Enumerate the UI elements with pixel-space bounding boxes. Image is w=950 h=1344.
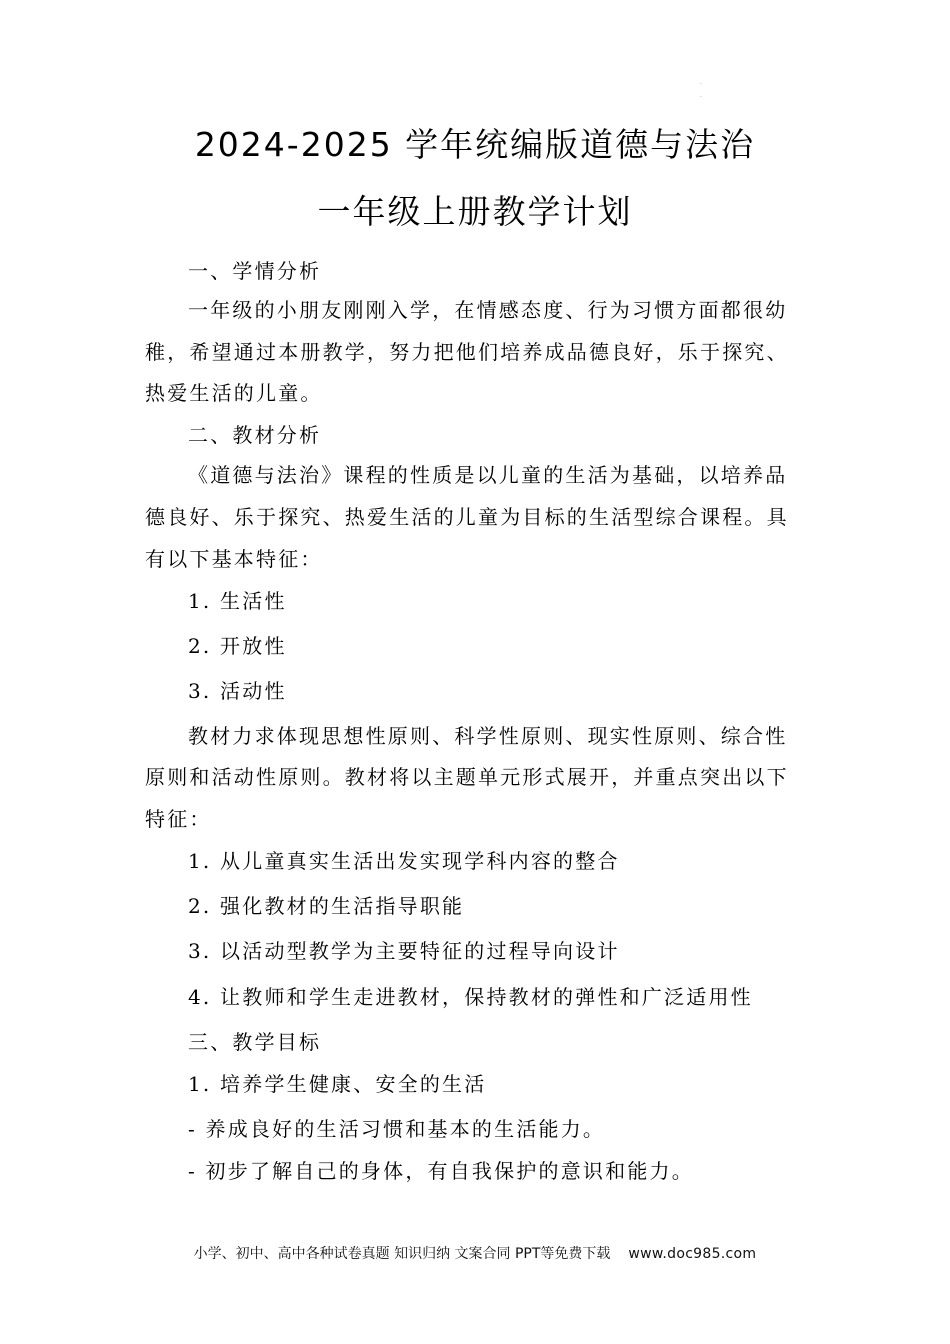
- text-line: 《道德与法治》课程的性质是以儿童的生活为基础，以培养品: [188, 463, 788, 487]
- text-line: 3. 活动性: [188, 679, 287, 703]
- footer-url[interactable]: www.doc985.com: [628, 1246, 757, 1262]
- text-line: 1. 从儿童真实生活出发实现学科内容的整合: [188, 849, 620, 873]
- page-marks: · ·: [700, 81, 702, 101]
- text-line: 有以下基本特征：: [145, 547, 323, 571]
- text-line: 1. 培养学生健康、安全的生活: [188, 1072, 487, 1096]
- text-line: 1. 生活性: [188, 589, 287, 613]
- text-line: 三、教学目标: [188, 1030, 322, 1054]
- document-title-line-1: 2024-2025 学年统编版道德与法治: [194, 125, 756, 164]
- text-line: 特征：: [145, 807, 212, 831]
- text-line: 热爱生活的儿童。: [145, 381, 323, 405]
- text-line: 二、教材分析: [188, 423, 322, 447]
- text-line: - 初步了解自己的身体，有自我保护的意识和能力。: [188, 1159, 694, 1183]
- text-line: 原则和活动性原则。教材将以主题单元形式展开，并重点突出以下: [145, 765, 789, 789]
- text-line: 3. 以活动型教学为主要特征的过程导向设计: [188, 939, 620, 963]
- footer-text: 小学、初中、高中各种试卷真题 知识归纳 文案合同 PPT等免费下载: [193, 1246, 611, 1262]
- text-line: 教材力求体现思想性原则、科学性原则、现实性原则、综合性: [188, 724, 788, 748]
- text-line: 4. 让教师和学生走进教材，保持教材的弹性和广泛适用性: [188, 985, 753, 1009]
- text-line: 稚，希望通过本册教学，努力把他们培养成品德良好，乐于探究、: [145, 340, 789, 364]
- text-line: 一年级的小朋友刚刚入学，在情感态度、行为习惯方面都很幼: [188, 298, 788, 322]
- text-line: - 养成良好的生活习惯和基本的生活能力。: [188, 1117, 606, 1141]
- text-line: 2. 强化教材的生活指导职能: [188, 894, 465, 918]
- text-line: 2. 开放性: [188, 634, 287, 658]
- text-line: 德良好、乐于探究、热爱生活的儿童为目标的生活型综合课程。具: [145, 505, 789, 529]
- text-line: 一、学情分析: [188, 259, 322, 283]
- page-footer: [0, 1244, 950, 1264]
- document-title-line-2: 一年级上册教学计划: [317, 192, 633, 231]
